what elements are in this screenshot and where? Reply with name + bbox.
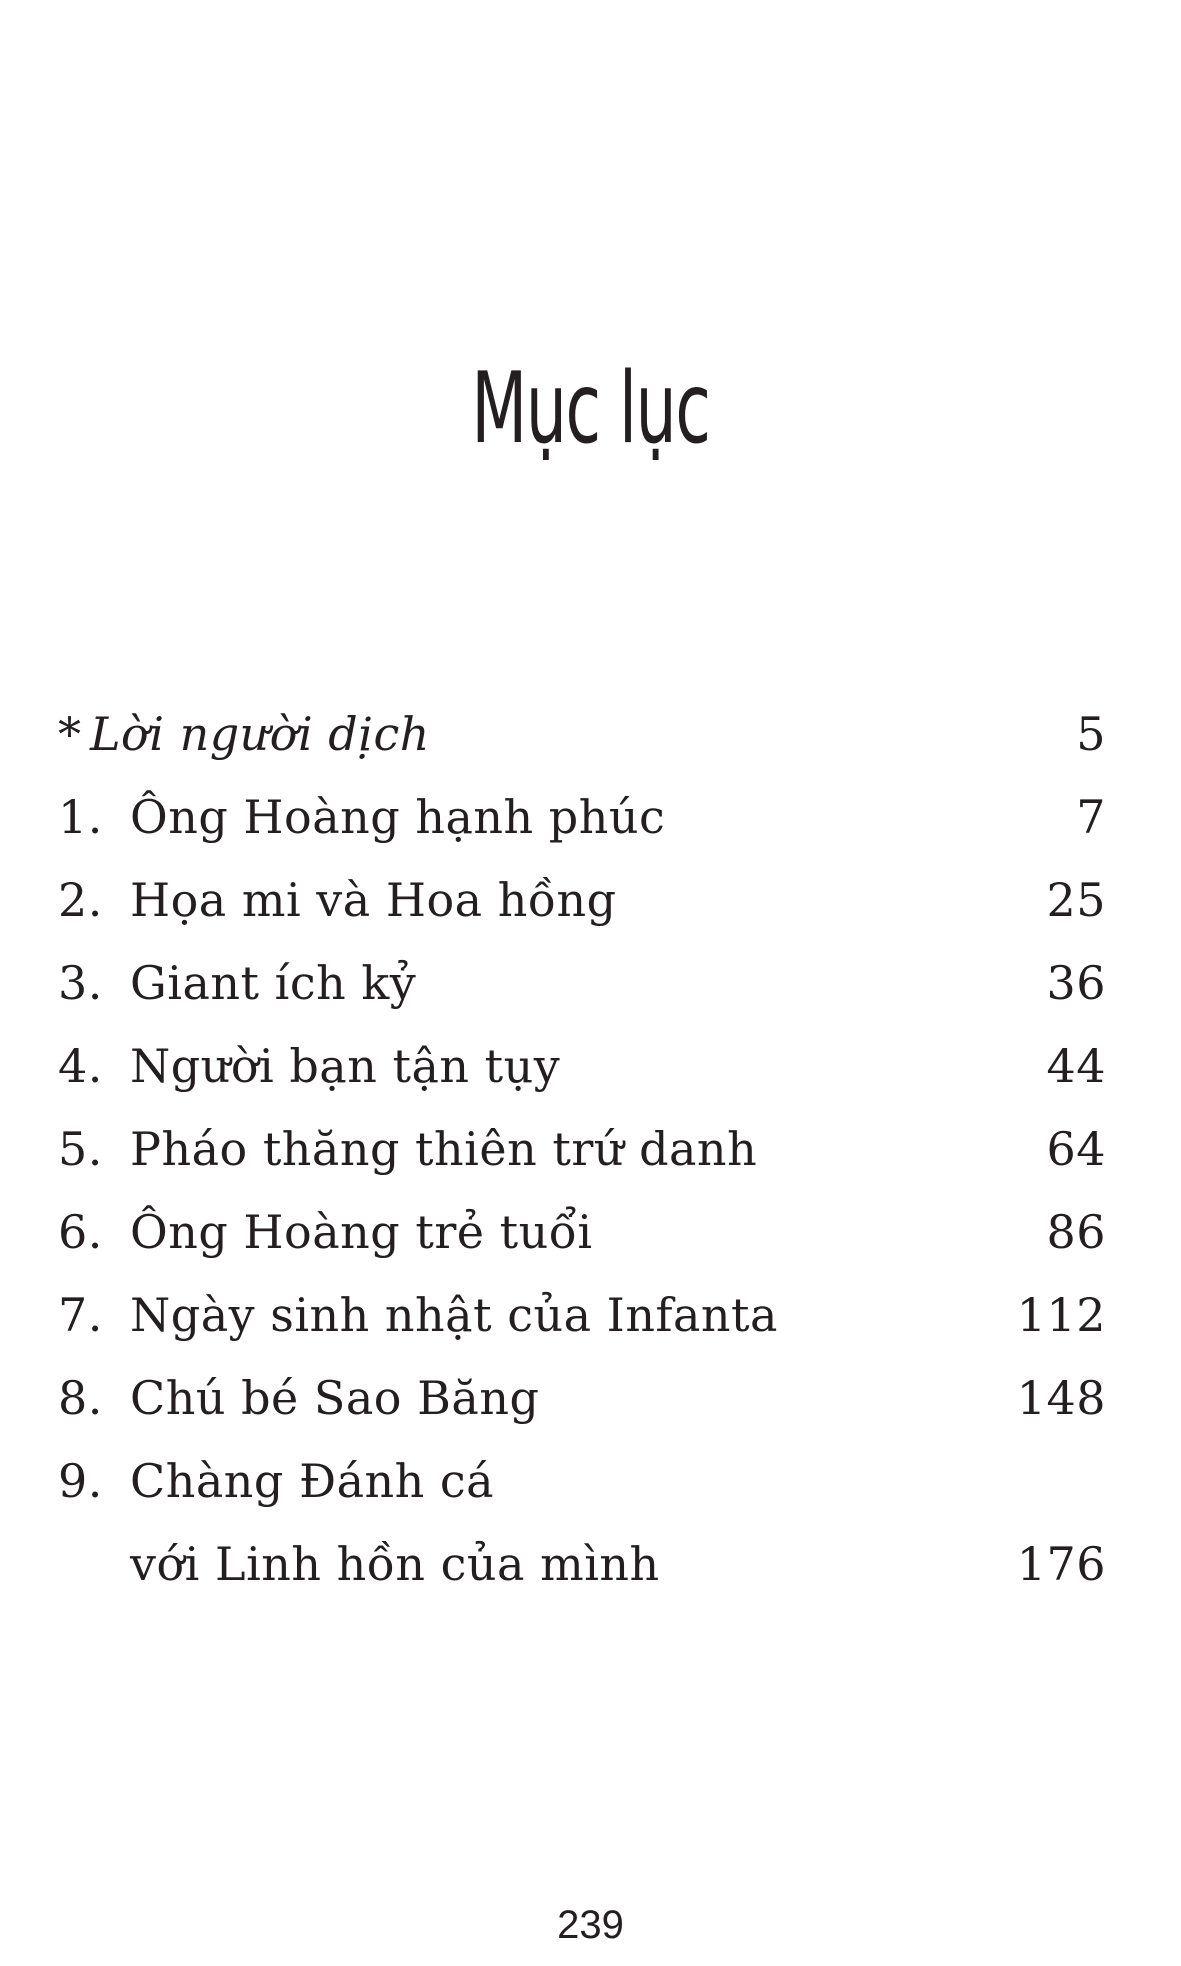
toc-entry-6: [58, 1200, 1106, 1283]
page-title: Mục lục: [471, 352, 710, 466]
toc-entry-page: 7: [1076, 790, 1106, 844]
toc-entry-page: 86: [1046, 1205, 1106, 1259]
toc-entry-page: 112: [1016, 1288, 1106, 1342]
toc-entry-title: Ông Hoàng hạnh phúc: [130, 790, 666, 844]
toc-entry-number: 2.: [58, 873, 103, 927]
toc-entry-3: [58, 951, 1106, 1034]
toc-entry-number: 7.: [58, 1288, 103, 1342]
toc-entry-4: [58, 1034, 1106, 1117]
toc-entry-1: [58, 785, 1106, 868]
toc-entry-5: [58, 1117, 1106, 1200]
toc-entry-number: 3.: [58, 956, 103, 1010]
toc-entry-number: *: [58, 707, 82, 761]
toc-entry-translator-note: [58, 702, 1106, 785]
toc-entry-9: [58, 1449, 1106, 1532]
toc-entry-title: Ông Hoàng trẻ tuổi: [130, 1205, 593, 1259]
page-number: 239: [557, 1903, 624, 1947]
toc-entry-page: 176: [1016, 1537, 1106, 1591]
toc-entry-number: 4.: [58, 1039, 103, 1093]
toc-entry-number: 6.: [58, 1205, 103, 1259]
toc-entry-page: 25: [1046, 873, 1106, 927]
toc-entry-title: với Linh hồn của mình: [130, 1537, 660, 1591]
toc-entry-title: Người bạn tận tụy: [130, 1039, 561, 1093]
toc-entry-number: 1.: [58, 790, 103, 844]
toc-entry-page: 148: [1016, 1371, 1106, 1425]
toc-entry-number: 8.: [58, 1371, 103, 1425]
toc-entry-title: Họa mi và Hoa hồng: [130, 873, 617, 927]
toc-entry-title: Pháo thăng thiên trứ danh: [130, 1122, 758, 1176]
toc-entry-7: [58, 1283, 1106, 1366]
toc-entry-page: 64: [1046, 1122, 1106, 1176]
toc-entry-page: 36: [1046, 956, 1106, 1010]
table-of-contents: [58, 702, 1106, 1615]
toc-entry-number: 5.: [58, 1122, 103, 1176]
toc-entry-title: Giant ích kỷ: [130, 956, 417, 1010]
toc-entry-page: 5: [1076, 707, 1106, 761]
toc-entry-title: Chàng Đánh cá: [130, 1454, 495, 1508]
toc-entry-8: [58, 1366, 1106, 1449]
toc-entry-page: 44: [1046, 1039, 1106, 1093]
toc-entry-2: [58, 868, 1106, 951]
toc-entry-9-continued: [58, 1532, 1106, 1615]
toc-entry-number: 9.: [58, 1454, 103, 1508]
toc-entry-title: Lời người dịch: [90, 707, 430, 761]
toc-entry-title: Ngày sinh nhật của Infanta: [130, 1288, 778, 1342]
toc-entry-title: Chú bé Sao Băng: [130, 1371, 540, 1425]
